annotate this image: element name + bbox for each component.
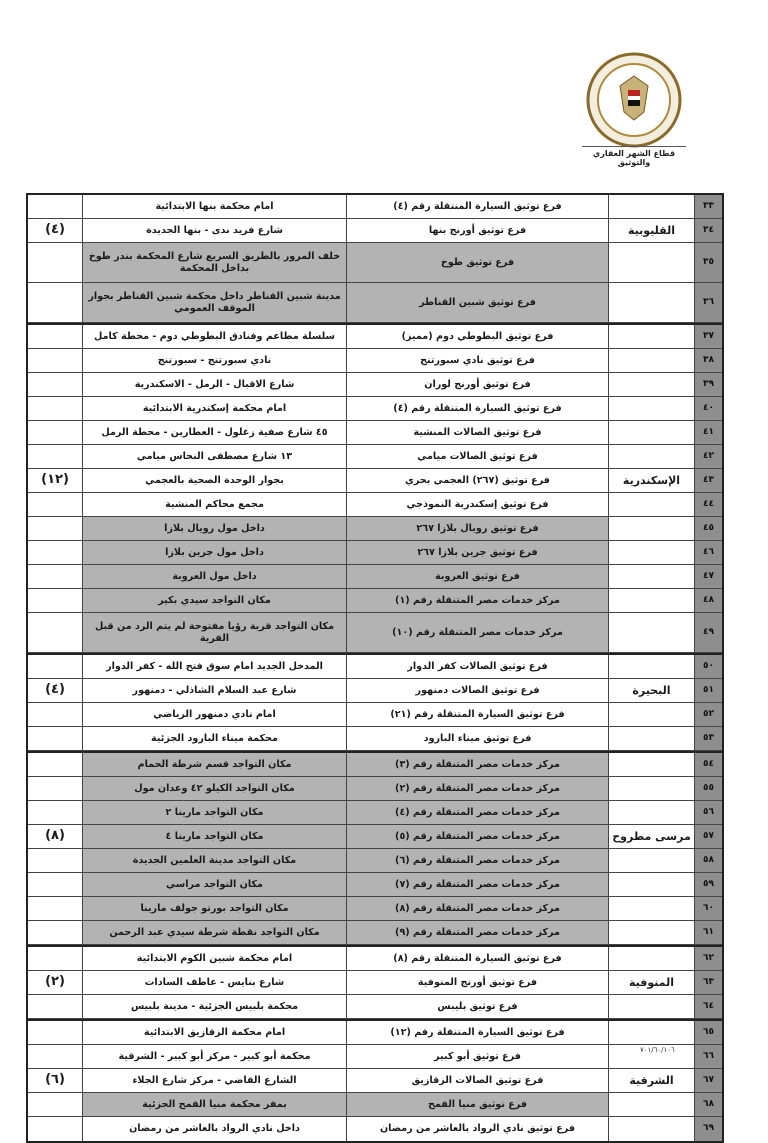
branch-name: مركز خدمات مصر المتنقلة رقم (١٠) [346,613,608,652]
branch-name: مركز خدمات مصر المتنقلة رقم (٤) [346,801,608,824]
group-count [28,655,82,678]
governorate-cell [608,243,694,282]
group-count [28,897,82,920]
table-row [28,243,722,283]
branch-address: مكان التواجد مارينا ٢ [82,801,346,824]
branch-name: فرع توثيق الصالات الزقازيق [346,1069,608,1092]
governorate-cell [608,517,694,540]
page-code: ٧٠١/٦٠/١٠٦ [640,1046,675,1054]
branch-address: شارع بنايس - عاطف السادات [82,971,346,994]
branch-address: المدخل الجديد امام سوق فتح الله - كفر الدوار [82,655,346,678]
governorate-cell [608,727,694,750]
group-count [28,1117,82,1141]
governorate-cell: البحيرة [608,679,694,702]
governorate-cell [608,873,694,896]
row-number: ٦٠ [694,897,722,920]
governorate-cell: مرسى مطروح [608,825,694,848]
table-row [28,283,722,323]
governorate-cell [608,373,694,396]
row-number: ٥٤ [694,753,722,776]
branch-address: شارع عبد السلام الشاذلي - دمنهور [82,679,346,702]
branch-name: فرع توثيق العروبة [346,565,608,588]
group-count [28,195,82,218]
row-number: ٤٨ [694,589,722,612]
branch-name: مركز خدمات مصر المتنقلة رقم (٦) [346,849,608,872]
group-count: (٦) [45,1072,65,1088]
table-row [28,679,722,703]
table-row [28,921,722,945]
branch-name: فرع توثيق إسكندرية النموذجي [346,493,608,516]
row-number: ٤٦ [694,541,722,564]
branch-address: محكمة ميناء البارود الجزئية [82,727,346,750]
branch-name: فرع توثيق (٢٦٧) العجمي بحري [346,469,608,492]
branch-name: فرع توثيق شبين القناطر [346,283,608,322]
branch-address: امام محكمة بنها الابتدائية [82,195,346,218]
row-number: ٤١ [694,421,722,444]
governorate-cell: الشرقية [608,1069,694,1092]
branch-name: فرع توثيق الصالات كفر الدوار [346,655,608,678]
branch-address: مكان التواجد قرية رؤيا مفتوحة لم يتم الرد من قبل القرية [82,613,346,652]
row-number: ٤٥ [694,517,722,540]
table-row [28,971,722,995]
branch-name: فرع توثيق الصالات دمنهور [346,679,608,702]
governorate-cell [608,921,694,944]
branch-name: مركز خدمات مصر المتنقلة رقم (٩) [346,921,608,944]
governorate-cell [608,349,694,372]
governorate-cell [608,541,694,564]
table-row [28,777,722,801]
row-number: ٥٠ [694,655,722,678]
branch-address: بمقر محكمة منيا القمح الجزئية [82,1093,346,1116]
row-number: ٥١ [694,679,722,702]
group-count [28,921,82,944]
row-number: ٥٣ [694,727,722,750]
branch-address: امام محكمة إسكندرية الابتدائية [82,397,346,420]
branch-address: مكان التواجد الكيلو ٤٢ وعدان مول [82,777,346,800]
governorate-cell [608,1093,694,1116]
branch-name: فرع توثيق نادي الرواد بالعاشر من رمضان [346,1117,608,1141]
row-number: ٦٩ [694,1117,722,1141]
table-row [28,493,722,517]
group-count: (٢) [45,974,65,990]
row-number: ٣٣ [694,195,722,218]
group-count [28,243,82,282]
table-row [28,947,722,971]
branch-name: فرع توثيق جرين بلازا ٢٦٧ [346,541,608,564]
group-count [28,1093,82,1116]
group-count [28,517,82,540]
group-count [28,589,82,612]
governorate-cell [608,995,694,1018]
branch-name: فرع توثيق الصالات المنشية [346,421,608,444]
row-number: ٦٨ [694,1093,722,1116]
branch-address: الشارع القاضي - مركز شارع الجلاء [82,1069,346,1092]
group-count [28,397,82,420]
branch-name: فرع توثيق السيارة المتنقلة رقم (٤) [346,397,608,420]
governorate-cell [608,613,694,652]
table-row [28,1045,722,1069]
branch-name: مركز خدمات مصر المتنقلة رقم (٢) [346,777,608,800]
table-row [28,589,722,613]
table-row [28,655,722,679]
branch-address: داخل مول جرين بلازا [82,541,346,564]
group-count [28,801,82,824]
branch-address: داخل نادي الرواد بالعاشر من رمضان [82,1117,346,1141]
branch-address: نادي سبورتنج - سبورتنج [82,349,346,372]
branch-address: امام محكمة شبين الكوم الابتدائية [82,947,346,970]
table-row [28,1093,722,1117]
governorate-cell [608,445,694,468]
group-count [28,541,82,564]
row-number: ٤٧ [694,565,722,588]
row-number: ٥٥ [694,777,722,800]
group-count: (١٢) [41,472,69,488]
branch-address: مكان التواجد بورتو جولف مارينا [82,897,346,920]
group-count [28,613,82,652]
branch-name: فرع توثيق الصالات ميامي [346,445,608,468]
group-count [28,995,82,1018]
governorate-cell [608,1021,694,1044]
group-count: (٤) [45,222,65,238]
table-row [28,421,722,445]
branch-address: مكان التواجد نقطة شرطة سيدي عبد الرحمن [82,921,346,944]
row-number: ٥٦ [694,801,722,824]
branch-name: فرع توثيق رويال بلازا ٢٦٧ [346,517,608,540]
branch-name: فرع توثيق طوخ [346,243,608,282]
governorate-cell [608,947,694,970]
governorate-cell: المنوفية [608,971,694,994]
branch-address: داخل مول رويال بلازا [82,517,346,540]
branch-name: فرع توثيق أورنج لوران [346,373,608,396]
row-number: ٤٤ [694,493,722,516]
row-number: ٦٤ [694,995,722,1018]
branch-name: فرع توثيق منيا القمح [346,1093,608,1116]
governorate-cell: القليوبية [608,219,694,242]
branch-name: فرع توثيق ميناء البارود [346,727,608,750]
group-count [28,1045,82,1068]
table-row [28,397,722,421]
table-row [28,1117,722,1141]
branch-address: امام محكمة الزقازيق الابتدائية [82,1021,346,1044]
table-row [28,325,722,349]
group-count [28,493,82,516]
group-count: (٨) [45,828,65,844]
table-row [28,703,722,727]
governorate-cell [608,703,694,726]
governorate-cell [608,655,694,678]
governorate-cell [608,801,694,824]
branch-address: ١٣ شارع مصطفى النحاس ميامي [82,445,346,468]
governorate-cell [608,565,694,588]
row-number: ٦٥ [694,1021,722,1044]
row-number: ٥٧ [694,825,722,848]
governorate-cell [608,777,694,800]
governorate-cell [608,849,694,872]
branch-name: فرع توثيق البطوطي دوم (مميز) [346,325,608,348]
group-count [28,873,82,896]
table-row [28,565,722,589]
branch-address: مدينة شبين القناطر داخل محكمة شبين القناطر بجوار الموقف العمومي [82,283,346,322]
group-count [28,727,82,750]
governorate-cell [608,397,694,420]
branch-name: مركز خدمات مصر المتنقلة رقم (٨) [346,897,608,920]
table-row [28,541,722,565]
row-number: ٤٣ [694,469,722,492]
branch-name: فرع توثيق أبو كبير [346,1045,608,1068]
table-row [28,373,722,397]
branch-name: فرع توثيق أورنج المنوفية [346,971,608,994]
row-number: ٦٧ [694,1069,722,1092]
table-row [28,995,722,1019]
table-row [28,1069,722,1093]
row-number: ٣٦ [694,283,722,322]
group-count [28,849,82,872]
table-row [28,219,722,243]
table-row [28,801,722,825]
branch-address: داخل مول العروبة [82,565,346,588]
governorate-cell [608,493,694,516]
governorate-cell [608,283,694,322]
branch-address: شارع الاقبال - الرمل - الاسكندرية [82,373,346,396]
table-row [28,873,722,897]
governorate-cell [608,897,694,920]
table-row [28,849,722,873]
row-number: ٤٠ [694,397,722,420]
logo-caption: قطاع الشهر العقاري والتوثيق [582,146,686,167]
group-count [28,753,82,776]
branch-address: خلف المرور بالطريق السريع شارع المحكمة بندر طوخ بداخل المحكمة [82,243,346,282]
group-count [28,777,82,800]
branch-name: مركز خدمات مصر المتنقلة رقم (٣) [346,753,608,776]
branch-name: مركز خدمات مصر المتنقلة رقم (٧) [346,873,608,896]
table-row [28,753,722,777]
governorate-cell [608,589,694,612]
row-number: ٦٢ [694,947,722,970]
row-number: ٣٧ [694,325,722,348]
branch-name: فرع توثيق أورنج بنها [346,219,608,242]
row-number: ٣٨ [694,349,722,372]
row-number: ٦٦ [694,1045,722,1068]
row-number: ٥٨ [694,849,722,872]
table-row [28,469,722,493]
row-number: ٤٩ [694,613,722,652]
group-count: (٤) [45,682,65,698]
branch-address: بجوار الوحدة الصحية بالعجمي [82,469,346,492]
group-count [28,283,82,322]
row-number: ٥٩ [694,873,722,896]
branch-address: محكمة أبو كبير - مركز أبو كبير - الشرقية [82,1045,346,1068]
group-count [28,1021,82,1044]
branch-name: فرع توثيق السيارة المنتقلة رقم (٤) [346,195,608,218]
governorate-cell [608,325,694,348]
group-count [28,947,82,970]
governorate-cell [608,421,694,444]
branch-address: مكان التواجد مراسي [82,873,346,896]
governorate-cell: الإسكندرية [608,469,694,492]
table-row [28,1021,722,1045]
row-number: ٦٣ [694,971,722,994]
row-number: ٤٢ [694,445,722,468]
branch-name: فرع توثيق نادي سبورتنج [346,349,608,372]
branch-address: مكان التواجد مارينا ٤ [82,825,346,848]
row-number: ٥٢ [694,703,722,726]
branch-address: امام نادي دمنهور الرياضي [82,703,346,726]
branch-address: مكان التواجد سيدي بكير [82,589,346,612]
governorate-cell [608,195,694,218]
row-number: ٣٤ [694,219,722,242]
branch-address: محكمة بلبيس الجزئية - مدينة بلبيس [82,995,346,1018]
table-row [28,727,722,751]
governorate-cell [608,1117,694,1141]
branch-name: فرع توثيق السيارة المتنقلة رقم (١٢) [346,1021,608,1044]
row-number: ٣٥ [694,243,722,282]
branch-name: فرع توثيق بليبس [346,995,608,1018]
branch-name: فرع توثيق السيارة المتنقلة رقم (٨) [346,947,608,970]
group-count [28,703,82,726]
group-count [28,325,82,348]
group-count [28,349,82,372]
branches-table [26,193,724,1143]
group-count [28,421,82,444]
table-row [28,445,722,469]
branch-address: شارع فريد ندى - بنها الجديدة [82,219,346,242]
row-number: ٦١ [694,921,722,944]
table-row [28,349,722,373]
table-row [28,613,722,653]
table-row [28,897,722,921]
table-row [28,517,722,541]
branch-name: مركز خدمات مصر المتنقلة رقم (١) [346,589,608,612]
row-number: ٣٩ [694,373,722,396]
branch-address: مكان التواجد مدينة العلمين الجديدة [82,849,346,872]
group-count [28,565,82,588]
branch-address: مكان التواجد قسم شرطة الحمام [82,753,346,776]
table-row [28,195,722,219]
table-row [28,825,722,849]
branch-address: مجمع محاكم المنشية [82,493,346,516]
group-count [28,373,82,396]
branch-address: ٤٥ شارع صفية زغلول - العطارين - محطة الرمل [82,421,346,444]
branch-address: سلسلة مطاعم وفنادق البطوطي دوم - محطة كامل [82,325,346,348]
group-count [28,445,82,468]
governorate-cell [608,753,694,776]
branch-name: فرع توثيق السيارة المتنقلة رقم (٢١) [346,703,608,726]
branch-name: مركز خدمات مصر المتنقلة رقم (٥) [346,825,608,848]
